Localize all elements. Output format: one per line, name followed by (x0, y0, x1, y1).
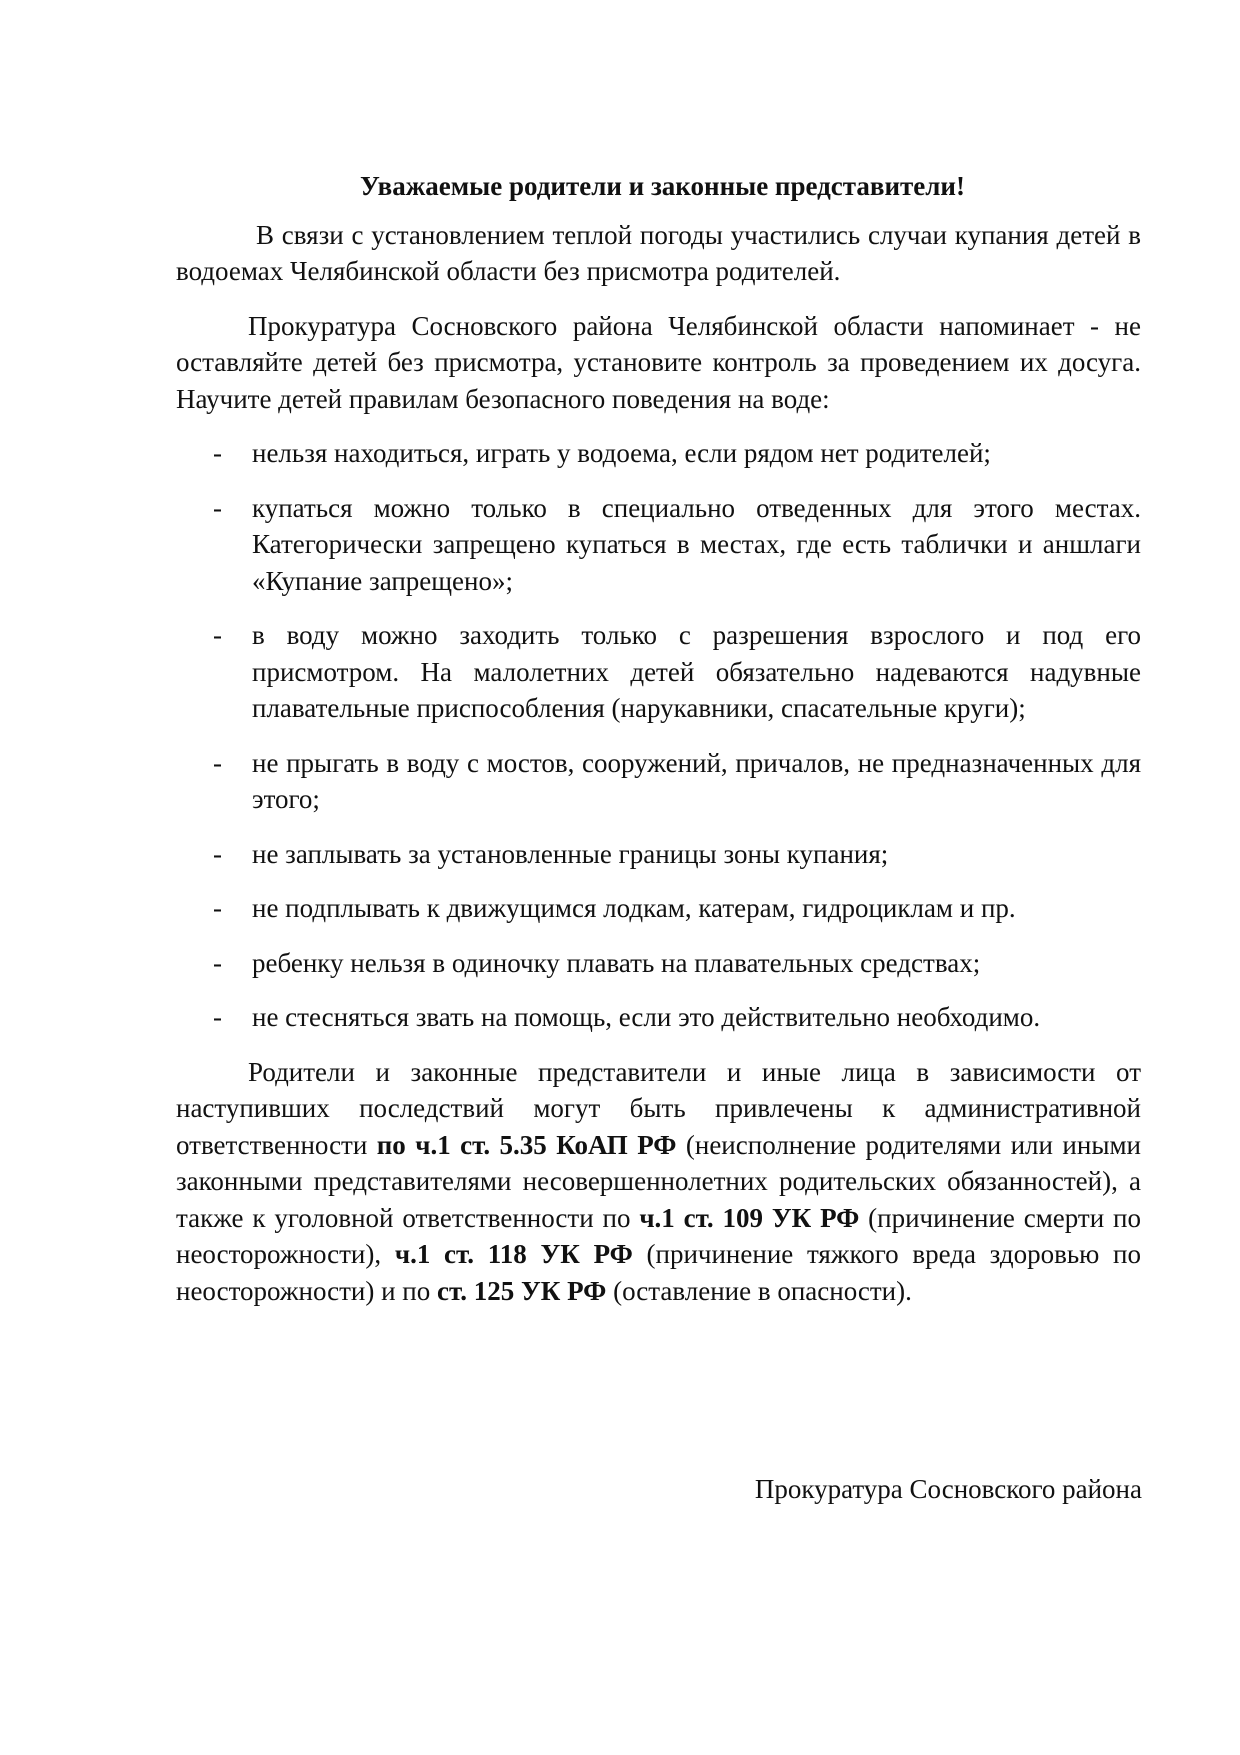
bullet-dash: - (213, 747, 222, 778)
safety-rules-list (176, 435, 1141, 1036)
rule-text: купаться можно только в специально отведенных для этого местах. Категорически запрещено купаться в местах, где есть таблички и аншлаги «Купание запрещено»; (252, 492, 1141, 596)
uk-109-reference: ч.1 ст. 109 УК РФ (639, 1202, 860, 1233)
rule-text: не заплывать за установленные границы зоны купания; (252, 838, 889, 869)
list-item (176, 945, 1141, 982)
bullet-dash: - (213, 893, 222, 923)
list-item (176, 617, 1141, 727)
intro-paragraph: В связи с установлением теплой погоды участились случаи купания детей в водоемах Челябинской области без присмотра родителей. (176, 219, 1141, 286)
bullet-dash: - (213, 438, 222, 468)
liability-text: (причинение тяжкого вреда здоровью по неосторожности) и по (176, 1239, 1141, 1306)
koap-reference: по ч.1 ст. 5.35 КоАП РФ (376, 1129, 677, 1160)
liability-text: (неисполнение родителями или иными законными представителями несовершеннолетних родительских обязанностей), а также к уголовной ответственности по (176, 1129, 1141, 1233)
liability-text: (оставление в опасности). (606, 1275, 912, 1306)
bullet-dash: - (213, 492, 222, 523)
rule-text: не подплывать к движущимся лодкам, катерам, гидроциклам и пр. (252, 893, 1016, 923)
rule-text: нельзя находиться, играть у водоема, если рядом нет родителей; (252, 438, 991, 468)
bullet-dash: - (213, 1002, 222, 1032)
uk-118-reference: ч.1 ст. 118 УК РФ (394, 1239, 633, 1269)
bullet-dash: - (213, 620, 222, 650)
rule-text: ребенку нельзя в одиночку плавать на плавательных средствах; (252, 947, 981, 978)
reminder-paragraph: Прокуратура Сосновского района Челябинской области напоминает - не оставляйте детей без присмотра, установите контроль за проведением их досуга. Научите детей правилам безопасного поведения на воде: (176, 310, 1141, 414)
uk-125-reference: ст. 125 УК РФ (437, 1275, 607, 1306)
list-item (176, 745, 1141, 818)
rule-text: не стесняться звать на помощь, если это действительно необходимо. (252, 1002, 1041, 1032)
list-item (176, 435, 1141, 472)
document-body (176, 168, 1141, 1327)
bullet-dash: - (213, 947, 222, 978)
rule-text: не прыгать в воду с мостов, сооружений, причалов, не предназначенных для этого; (252, 747, 1141, 814)
list-item (176, 999, 1141, 1036)
list-item (176, 890, 1141, 927)
liability-text: (причинение смерти по неосторожности), (176, 1202, 1141, 1269)
list-item (176, 836, 1141, 873)
document-title: Уважаемые родители и законные представители! (360, 171, 965, 201)
rule-text: в воду можно заходить только с разрешения взрослого и под его присмотром. На малолетних детей обязательно надеваются надувные плавательные приспособления (нарукавники, спасательные круги); (252, 620, 1141, 723)
liability-paragraph (176, 1054, 1141, 1310)
bullet-dash: - (213, 838, 222, 869)
signature: Прокуратура Сосновского района (754, 1474, 1142, 1504)
liability-text: Родители и законные представители и иные лица в зависимости от наступивших последствий могут быть привлечены к административной ответственности (176, 1056, 1141, 1160)
list-item (176, 490, 1141, 600)
